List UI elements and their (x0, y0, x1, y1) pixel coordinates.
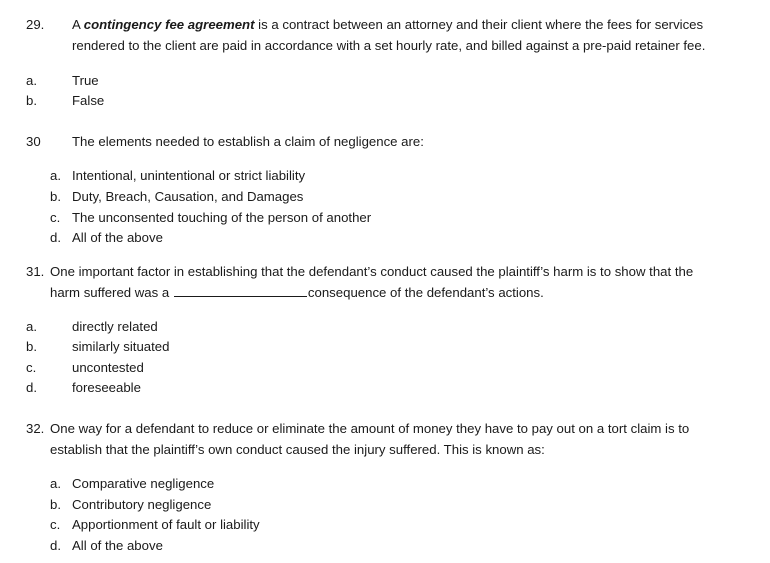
question-number: 32. (26, 421, 45, 436)
text-fragment: harm suffered was a (50, 285, 170, 300)
text-fragment: consequence of the defendant’s actions. (307, 285, 544, 300)
option-c[interactable]: The unconsented touching of the person of another (72, 210, 372, 225)
question-text-line-2: establish that the plaintiff’s own conduct caused the injury suffered. This is known as: (50, 442, 545, 457)
question-text: The elements needed to establish a claim of negligence are: (72, 134, 424, 149)
option-letter: d. (26, 380, 37, 395)
option-a[interactable]: Intentional, unintentional or strict liability (72, 168, 306, 183)
option-b[interactable]: Contributory negligence (72, 497, 212, 512)
option-letter: a. (26, 73, 37, 88)
question-number: 29. (26, 17, 45, 32)
option-c[interactable]: Apportionment of fault or liability (72, 517, 260, 532)
option-false[interactable]: False (72, 93, 105, 108)
question-text-line-1 (72, 16, 703, 34)
text-fragment: is a contract between an attorney and their client where the fees for services (254, 17, 704, 32)
option-c[interactable]: uncontested (72, 360, 144, 375)
question-number: 30 (26, 134, 41, 149)
option-letter: d. (50, 538, 61, 553)
option-letter: d. (50, 230, 61, 245)
text-fragment: A (72, 17, 84, 32)
option-a[interactable]: Comparative negligence (72, 476, 215, 491)
option-b[interactable]: similarly situated (72, 339, 170, 354)
question-text-line-1: One way for a defendant to reduce or eliminate the amount of money they have to pay out on a tort claim is to (50, 421, 690, 436)
option-true[interactable]: True (72, 73, 99, 88)
option-letter: a. (50, 168, 61, 183)
question-text-line-2 (50, 284, 544, 302)
option-letter: b. (50, 497, 61, 512)
option-letter: c. (50, 210, 61, 225)
option-d[interactable]: All of the above (72, 538, 163, 553)
option-b[interactable]: Duty, Breach, Causation, and Damages (72, 189, 304, 204)
option-letter: b. (50, 189, 61, 204)
option-d[interactable]: foreseeable (72, 380, 141, 395)
emphasized-term: contingency fee agreement (83, 17, 255, 32)
option-a[interactable]: directly related (72, 319, 158, 334)
option-letter: a. (26, 319, 37, 334)
option-letter: c. (26, 360, 37, 375)
option-letter: c. (50, 517, 61, 532)
question-number: 31. (26, 264, 45, 279)
option-letter: b. (26, 93, 37, 108)
option-letter: b. (26, 339, 37, 354)
fill-in-blank (174, 284, 307, 297)
option-d[interactable]: All of the above (72, 230, 163, 245)
option-letter: a. (50, 476, 61, 491)
question-text-line-1: One important factor in establishing that the defendant’s conduct caused the plaintiff’s harm is to show that the (50, 264, 694, 279)
question-text-line-2: rendered to the client are paid in accordance with a set hourly rate, and billed against a pre-paid retainer fee. (72, 38, 706, 53)
